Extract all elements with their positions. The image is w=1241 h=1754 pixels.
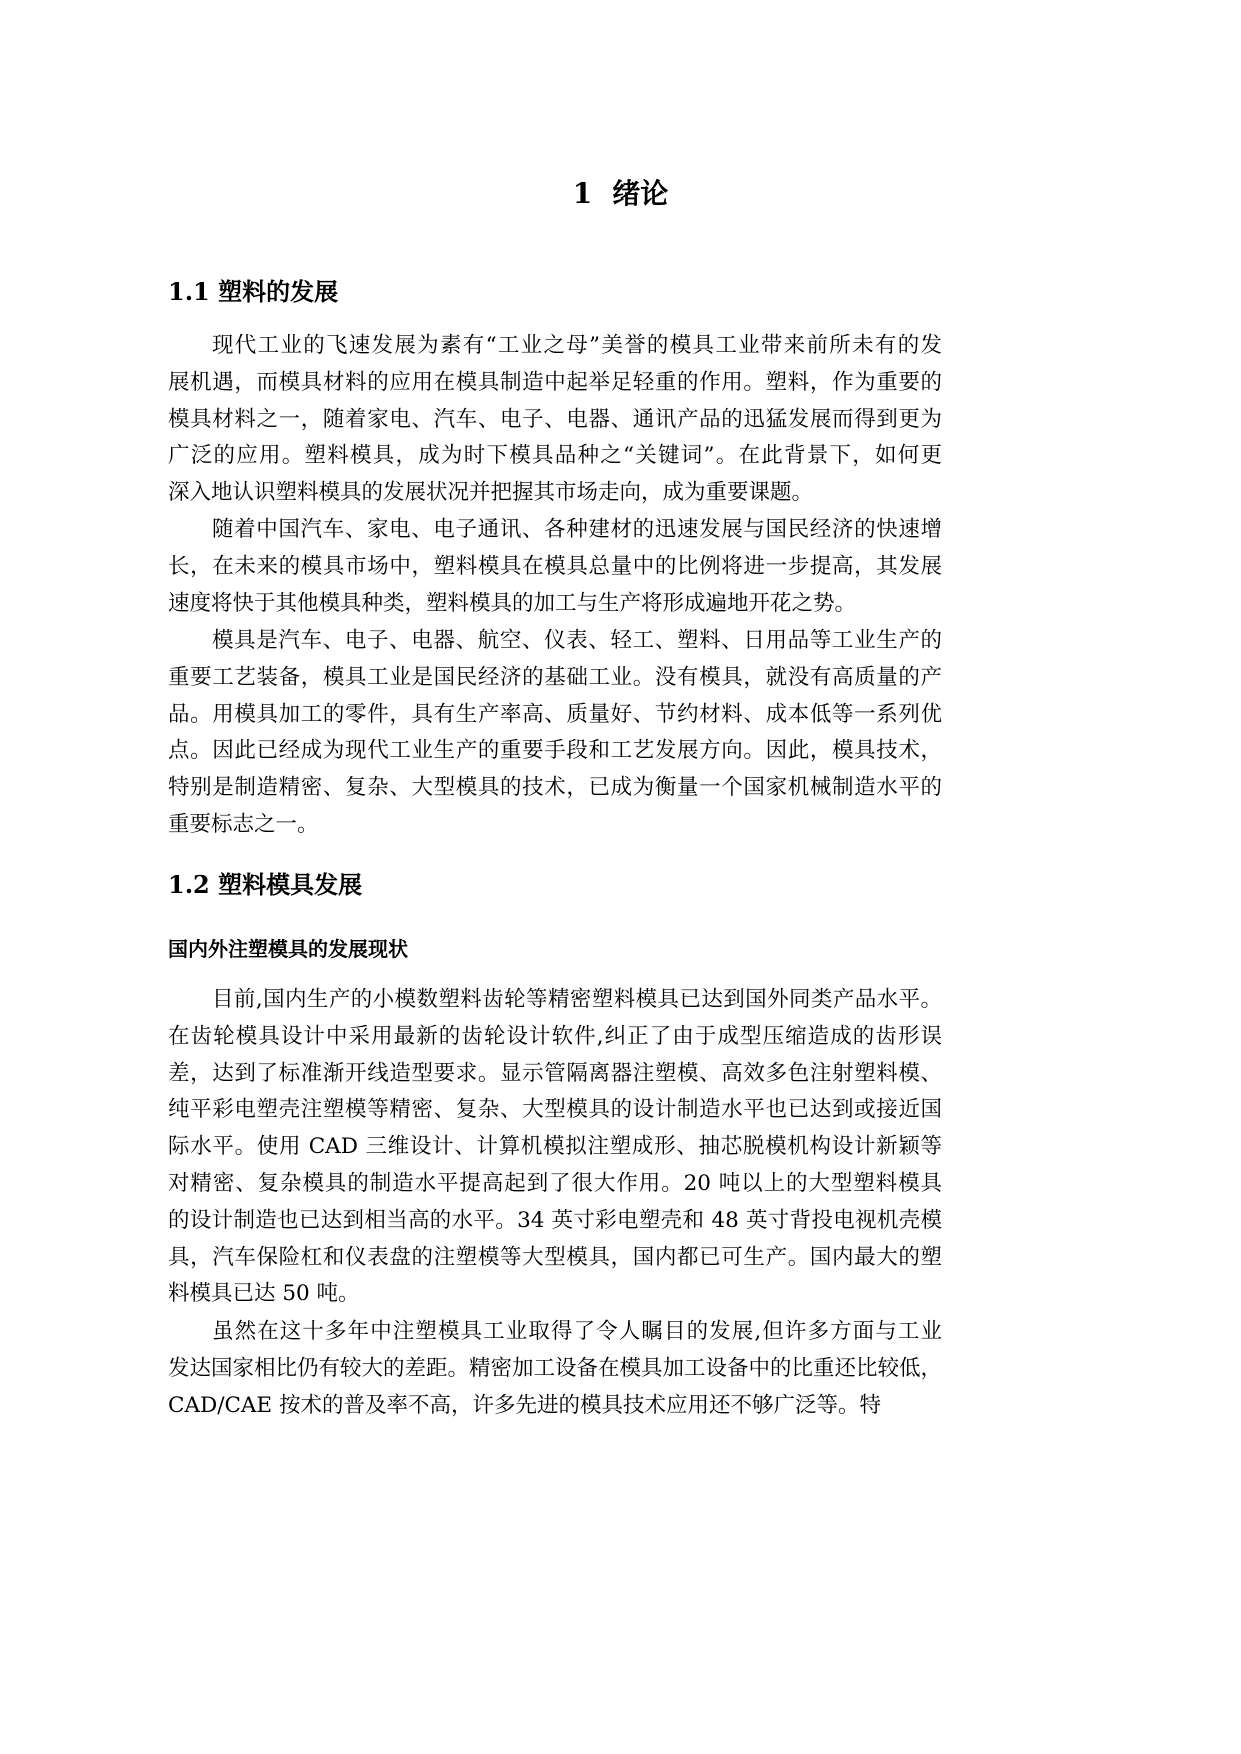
text-line: 长，在未来的模具市场中，塑料模具在模具总量中的比例将进一步提高，其发展 (168, 553, 942, 579)
subsection-heading: 国内外注塑模具的发展现状 (168, 937, 408, 961)
text-line: 重要工艺装备，模具工业是国民经济的基础工业。没有模具，就没有高质量的产 (168, 664, 942, 690)
paragraph (168, 982, 942, 1313)
text-line: 随着中国汽车、家电、电子通讯、各种建材的迅速发展与国民经济的快速增 (212, 517, 942, 542)
text-line: 在齿轮模具设计中采用最新的齿轮设计软件,纠正了由于成型压缩造成的齿形误 (168, 1023, 942, 1049)
text-line: 模具是汽车、电子、电器、航空、仪表、轻工、塑料、日用品等工业生产的 (212, 628, 942, 653)
section-heading-1-2: 1.2 塑料模具发展 (168, 870, 363, 899)
chapter-name: 绪论 (612, 177, 669, 210)
section-heading-1-1: 1.1 塑料的发展 (168, 277, 339, 306)
text-line: 速度将快于其他模具种类，塑料模具的加工与生产将形成遍地开花之势。 (168, 590, 857, 616)
text-line: 现代工业的飞速发展为素有“工业之母”美誉的模具工业带来前所未有的发 (212, 333, 942, 358)
text-line: 点。因此已经成为现代工业生产的重要手段和工艺发展方向。因此，模具技术， (168, 738, 942, 764)
text-line: 目前,国内生产的小模数塑料齿轮等精密塑料模具已达到国外同类产品水平。 (212, 987, 942, 1012)
text-line: 具，汽车保险杠和仪表盘的注塑模等大型模具，国内都已可生产。国内最大的塑 (168, 1244, 942, 1270)
text-line: 际水平。使用 CAD 三维设计、计算机模拟注塑成形、抽芯脱模机构设计新颖等 (168, 1134, 942, 1160)
paragraph (168, 512, 942, 622)
text-line: 展机遇，而模具材料的应用在模具制造中起举足轻重的作用。塑料，作为重要的 (168, 369, 942, 395)
text-line: 的设计制造也已达到相当高的水平。34 英寸彩电塑壳和 48 英寸背投电视机壳模 (168, 1207, 942, 1233)
chapter-title (0, 172, 1241, 212)
text-line: 特别是制造精密、复杂、大型模具的技术，已成为衡量一个国家机械制造水平的 (168, 775, 942, 801)
text-line: 纯平彩电塑壳注塑模等精密、复杂、大型模具的设计制造水平也已达到或接近国 (168, 1097, 942, 1123)
text-line: 品。用模具加工的零件，具有生产率高、质量好、节约材料、成本低等一系列优 (168, 701, 942, 727)
paragraph (168, 1314, 942, 1424)
text-line: CAD/CAE 按术的普及率不高，许多先进的模具技术应用还不够广泛等。特 (168, 1392, 881, 1418)
paragraph (168, 328, 942, 512)
paragraph (168, 623, 942, 844)
text-line: 广泛的应用。塑料模具，成为时下模具品种之“关键词”。在此背景下，如何更 (168, 443, 942, 469)
text-line: 重要标志之一。 (168, 811, 319, 837)
text-line: 对精密、复杂模具的制造水平提高起到了很大作用。20 吨以上的大型塑料模具 (168, 1170, 942, 1196)
text-line: 料模具已达 50 吨。 (168, 1281, 360, 1307)
text-line: 深入地认识塑料模具的发展状况并把握其市场走向，成为重要课题。 (168, 480, 814, 506)
text-line: 模具材料之一，随着家电、汽车、电子、电器、通讯产品的迅猛发展而得到更为 (168, 406, 942, 432)
text-line: 虽然在这十多年中注塑模具工业取得了令人瞩目的发展,但许多方面与工业 (212, 1319, 942, 1344)
text-line: 差，达到了标准渐开线造型要求。显示管隔离器注塑模、高效多色注射塑料模、 (168, 1060, 942, 1086)
chapter-number: 1 (572, 177, 593, 210)
text-line: 发达国家相比仍有较大的差距。精密加工设备在模具加工设备中的比重还比较低， (168, 1355, 943, 1381)
